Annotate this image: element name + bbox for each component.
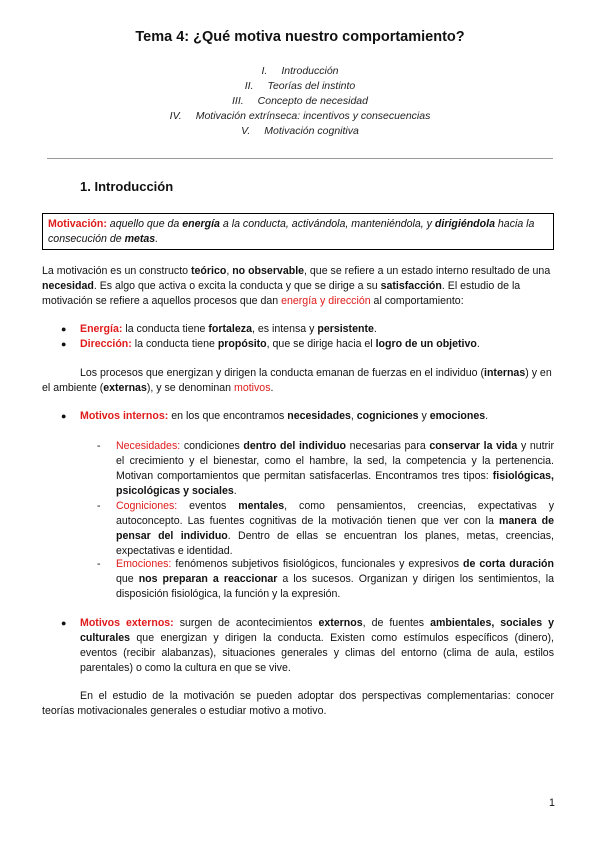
text-span: condiciones (180, 440, 244, 452)
toc-label: Teorías del instinto (267, 80, 356, 92)
intro-paragraph (42, 264, 554, 309)
text-span: . (485, 410, 489, 422)
text-span: . (155, 233, 159, 245)
text-span: , que se refiere a un estado interno resultado de una (304, 265, 551, 277)
toc-number: IV. (169, 110, 182, 122)
text-span: , de fuentes (362, 617, 431, 629)
text-span: la conducta tiene (122, 323, 209, 335)
text-span: . (373, 323, 377, 335)
bold-span: energía (182, 218, 220, 230)
list-item (61, 322, 554, 337)
list-item (61, 337, 554, 352)
sub-list-item (97, 557, 554, 602)
text-span: ) y en el ambiente ( (42, 367, 552, 394)
dash-icon: - (97, 500, 101, 512)
toc-label: Motivación extrínseca: incentivos y consecuencias (195, 110, 431, 122)
bullet-icon: ● (61, 411, 67, 421)
text-span: , como pensamientos, creencias, expectativas y autoconcepto. Las fuentes cognitivas de la motivación tienen que ver con la (116, 500, 554, 527)
red-span: motivos (234, 382, 271, 394)
dash-icon: - (97, 558, 101, 570)
toc-number: I. (261, 65, 268, 77)
text-span: Los procesos que energizan y dirigen la conducta emanan de fuerzas en el individuo ( (80, 367, 484, 379)
bold-span: de corta duración (463, 558, 554, 570)
page-number: 1 (549, 797, 555, 809)
text-span: , es intensa y (251, 323, 318, 335)
toc-number: III. (231, 95, 244, 107)
list-term: Dirección: (80, 338, 132, 350)
bold-span: fortaleza (208, 323, 252, 335)
text-span: a la conducta, activándola, manteniéndola, y (219, 218, 435, 230)
dash-icon: - (97, 440, 101, 452)
toc-number: V. (241, 125, 251, 137)
text-span: ), y se denominan (146, 382, 234, 394)
text-span: fenómenos subjetivos fisiológicos, funcionales y expresivos (171, 558, 464, 570)
list-term: Energía: (80, 323, 123, 335)
text-span: necesarias para (346, 440, 430, 452)
procesos-paragraph (42, 366, 554, 396)
bold-span: externas (103, 382, 147, 394)
definition-box (42, 213, 554, 250)
section-heading: 1. Introducción (80, 179, 174, 194)
text-span: surgen de acontecimientos (173, 617, 319, 629)
toc-item (0, 124, 600, 139)
bold-span: mentales (238, 500, 285, 512)
toc-item (0, 79, 600, 94)
text-span: , que se dirige hacia el (266, 338, 376, 350)
list-item (61, 616, 554, 676)
bold-span: metas (124, 233, 156, 245)
text-span: y (418, 410, 430, 422)
toc-label: Motivación cognitiva (264, 125, 359, 137)
text-span: que energizan y dirigen la conducta. Existen como estímulos específicos (dinero), eventos (recibir alabanzas), situaciones generales y climas del entorno (clima de aula, estilos parentales) o como la cultura en que se vive. (80, 632, 554, 674)
bold-span: conservar la vida (429, 440, 518, 452)
text-span: , (350, 410, 357, 422)
text-span: . Dentro de ellas se encuentran los planes, metas, creencias, expectativas e identidad. (116, 530, 554, 557)
bold-span: fisiológicas, psicológicas y sociales (116, 470, 554, 497)
text-span: , (226, 265, 233, 277)
list-term: Motivos internos: (80, 410, 169, 422)
toc-item (0, 64, 600, 79)
text-span: aquello que da (106, 218, 183, 230)
text-span: y nutrir el crecimiento y el bienestar, como el hambre, la sed, la competencia y la pertenencia. Motivan comportamientos que permitan satisfacerlas. Encontramos tres tipos: (116, 440, 555, 482)
bold-span: necesidades (287, 410, 351, 422)
bold-span: internas (484, 367, 526, 379)
text-span: . El estudio de la motivación se refiere a aquellos procesos que dan (42, 280, 521, 307)
horizontal-divider (47, 158, 553, 159)
bold-span: no observable (232, 265, 305, 277)
text-span: . (476, 338, 480, 350)
bold-span: cogniciones (356, 410, 419, 422)
document-title: Tema 4: ¿Qué motiva nuestro comportamiento? (135, 29, 465, 45)
bullet-icon: ● (61, 324, 67, 334)
text-span: la conducta tiene (131, 338, 218, 350)
text-span: que (116, 573, 139, 585)
toc-number: II. (244, 80, 254, 92)
text-span: a los sucesos. Organizan y dirigen los sentimientos, la disposición fisiológica, la función y la expresión. (116, 573, 554, 600)
bold-span: dirigiéndola (434, 218, 495, 230)
table-of-contents (0, 64, 600, 139)
text-span: . (233, 485, 237, 497)
text-span: . Es algo que activa o excita la conducta y que se dirige a su (93, 280, 381, 292)
toc-item (0, 94, 600, 109)
text-span: eventos (177, 500, 239, 512)
list-item (61, 409, 554, 424)
bold-span: nos preparan a reaccionar (138, 573, 278, 585)
text-span: hacia la consecución de (48, 218, 535, 245)
bold-span: logro de un objetivo (375, 338, 477, 350)
sub-list-term: Cogniciones: (116, 500, 178, 512)
bold-span: satisfacción (380, 280, 442, 292)
toc-item (0, 109, 600, 124)
sub-list-item (97, 439, 555, 499)
sub-list-item (97, 499, 555, 559)
bold-span: persistente (317, 323, 374, 335)
bold-span: necesidad (42, 280, 94, 292)
bold-span: manera de pensar del individuo (116, 515, 555, 542)
bullet-icon: ● (61, 618, 67, 628)
text-span: en los que encontramos (168, 410, 288, 422)
bold-span: emociones (429, 410, 486, 422)
red-span: energía y dirección (281, 295, 371, 307)
list-term: Motivos externos: (80, 617, 174, 629)
text-span: al comportamiento: (370, 295, 464, 307)
bold-span: teórico (190, 265, 227, 277)
bold-span: propósito (217, 338, 267, 350)
bold-span: externos (318, 617, 363, 629)
toc-label: Concepto de necesidad (257, 95, 368, 107)
bold-span: ambientales, sociales y culturales (80, 617, 554, 644)
bold-span: dentro del individuo (243, 440, 347, 452)
bullet-icon: ● (61, 339, 67, 349)
definition-term: Motivación: (48, 218, 107, 230)
sub-list-term: Necesidades: (116, 440, 181, 452)
text-span: La motivación es un constructo (42, 265, 191, 277)
conclusion-paragraph: En el estudio de la motivación se pueden adoptar dos perspectivas complementarias: conocer teorías motivacionales generales o estudiar motivo a motivo. (42, 690, 554, 717)
toc-label: Introducción (281, 65, 339, 77)
text-span: . (270, 382, 274, 394)
sub-list-term: Emociones: (116, 558, 172, 570)
